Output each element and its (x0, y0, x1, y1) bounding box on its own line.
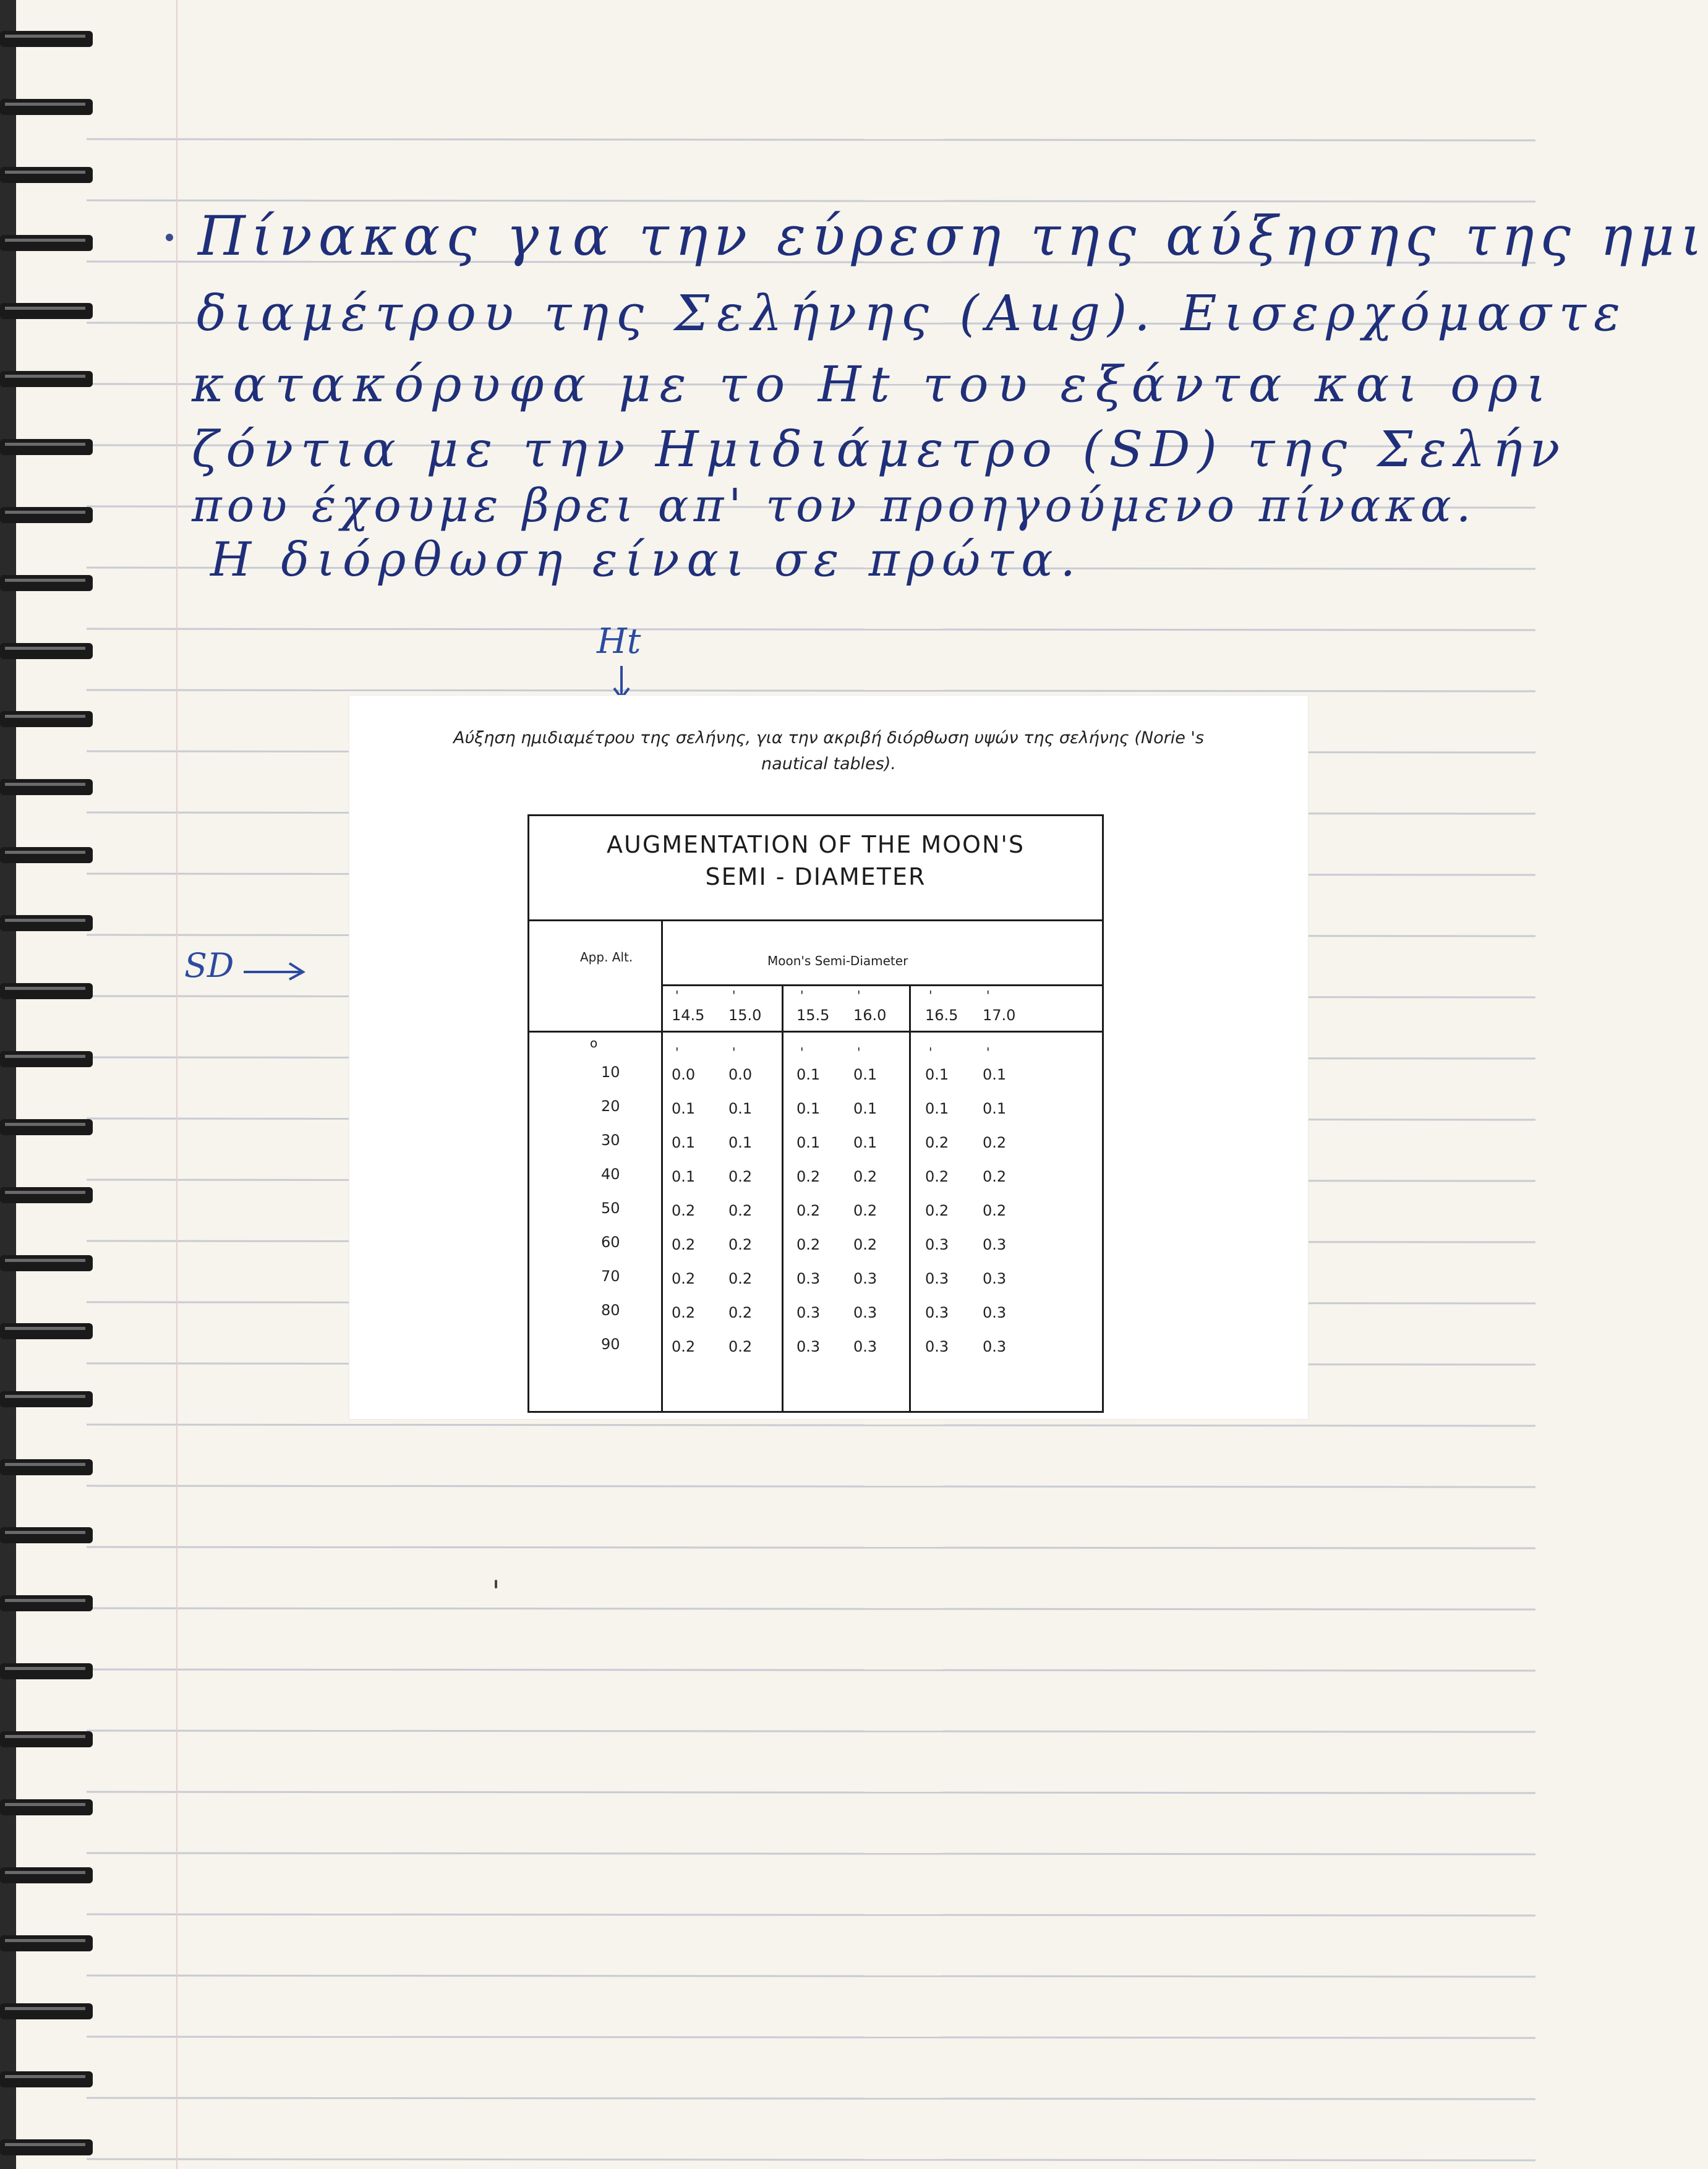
handwritten-line-4: ζόντια με την Ημιδιάμετρο (SD) της Σελήν (192, 420, 1568, 478)
spiral-ring (0, 1119, 93, 1135)
spiral-ring (0, 983, 93, 999)
spiral-ring (0, 371, 93, 387)
table-cell: 0.1 (796, 1100, 821, 1117)
column-group-header: Moon's Semi-Diameter (767, 953, 908, 968)
minute-mark: ' (732, 988, 736, 1003)
ruled-line (87, 2159, 1535, 2160)
row-altitude: 50 (601, 1200, 620, 1217)
table-cell: 0.2 (672, 1236, 696, 1253)
spiral-ring (0, 575, 93, 591)
ruled-line (87, 1792, 1535, 1793)
spiral-ring-highlight (5, 647, 85, 650)
spiral-ring (0, 439, 93, 455)
table-cell: 0.2 (728, 1270, 753, 1287)
spiral-ring-highlight (5, 1463, 85, 1466)
table-cell: 0.2 (983, 1168, 1007, 1185)
spiral-ring-highlight (5, 579, 85, 582)
spiral-ring (0, 1663, 93, 1679)
handwritten-line-6: Η διόρθωση είναι σε πρώτα. (210, 532, 1083, 587)
ht-annotation: Ht (597, 621, 641, 662)
row-altitude: 30 (601, 1131, 620, 1149)
table-cell: 0.1 (925, 1066, 949, 1083)
spiral-ring-highlight (5, 2143, 85, 2146)
table-cell: 0.3 (983, 1270, 1007, 1287)
table-cell: 0.2 (672, 1304, 696, 1321)
spiral-ring-highlight (5, 1259, 85, 1262)
column-header-15-5: 15.5 (796, 1007, 830, 1024)
ruled-line (87, 139, 1535, 140)
spiral-ring (0, 1867, 93, 1883)
spiral-ring-highlight (5, 1191, 85, 1194)
row-altitude: 70 (601, 1268, 620, 1285)
spiral-ring-highlight (5, 307, 85, 310)
row-altitude: 10 (601, 1063, 620, 1081)
handwritten-line-3: κατακόρυφα με το Ht του εξάντα και ορι (192, 356, 1555, 413)
ruled-line (87, 1669, 1535, 1671)
ruled-line (87, 1853, 1535, 1854)
column-header-16-5: 16.5 (925, 1007, 959, 1024)
table-cell: 0.1 (728, 1134, 753, 1151)
spiral-ring (0, 1799, 93, 1815)
table-cell: 0.3 (925, 1270, 949, 1287)
spiral-ring-highlight (5, 443, 85, 446)
table-cell: 0.2 (853, 1168, 877, 1185)
table-cell: 0.2 (983, 1202, 1007, 1219)
table-cell: 0.3 (983, 1304, 1007, 1321)
ruled-line (87, 629, 1535, 630)
caption-line-1: Αύξηση ημιδιαμέτρου της σελήνης, για την ακριβή διόρθωση υψών της σελήνης (Norie 's (453, 728, 1204, 748)
table-title-line-2: SEMI - DIAMETER (705, 863, 926, 890)
column-divider (909, 986, 911, 1411)
table-cell: 0.2 (796, 1202, 821, 1219)
spiral-ring-highlight (5, 1803, 85, 1806)
spiral-ring (0, 1731, 93, 1747)
header-divider (661, 984, 1102, 986)
spiral-ring-highlight (5, 2075, 85, 2078)
table-cell: 0.3 (796, 1304, 821, 1321)
minute-mark: ' (800, 988, 804, 1003)
spiral-ring-highlight (5, 1123, 85, 1126)
ruled-line (87, 1731, 1535, 1732)
table-cell: 0.2 (853, 1236, 877, 1253)
spiral-ring-highlight (5, 1531, 85, 1534)
spiral-ring-highlight (5, 987, 85, 990)
spiral-ring-highlight (5, 715, 85, 718)
handwritten-line-5: που έχουμε βρει απ' τον προηγούμενο πίνακα. (192, 479, 1476, 532)
minute-mark: ' (732, 1045, 736, 1060)
column-header-16-0: 16.0 (853, 1007, 887, 1024)
table-cell: 0.2 (796, 1236, 821, 1253)
spiral-ring-highlight (5, 851, 85, 854)
row-altitude: 90 (601, 1336, 620, 1353)
spiral-ring (0, 2139, 93, 2155)
table-cell: 0.3 (983, 1236, 1007, 1253)
table-cell: 0.1 (853, 1100, 877, 1117)
bullet-point (166, 234, 173, 241)
table-cell: 0.3 (925, 1338, 949, 1355)
stray-mark (495, 1580, 497, 1588)
ruled-line (87, 1486, 1535, 1487)
minute-mark: ' (929, 988, 933, 1003)
row-header-label: App. Alt. (580, 950, 633, 965)
table-cell: 0.2 (728, 1202, 753, 1219)
ruled-line (87, 1547, 1535, 1548)
spiral-ring (0, 643, 93, 659)
column-divider (661, 921, 663, 1411)
table-cell: 0.2 (925, 1202, 949, 1219)
table-cell: 0.1 (728, 1100, 753, 1117)
spiral-ring-highlight (5, 1735, 85, 1738)
ruled-line (87, 1975, 1535, 1977)
table-cell: 0.0 (728, 1066, 753, 1083)
ruled-line (87, 690, 1535, 691)
ruled-line (87, 1914, 1535, 1915)
augmentation-table (527, 814, 1104, 1413)
table-cell: 0.1 (796, 1134, 821, 1151)
minute-mark: ' (800, 1045, 804, 1060)
table-cell: 0.3 (796, 1338, 821, 1355)
table-cell: 0.2 (728, 1304, 753, 1321)
table-cell: 0.2 (983, 1134, 1007, 1151)
table-cell: 0.2 (728, 1338, 753, 1355)
clipping-caption (349, 725, 1308, 777)
spiral-ring (0, 915, 93, 931)
spiral-ring (0, 1323, 93, 1339)
spiral-ring-highlight (5, 1599, 85, 1602)
spiral-ring-highlight (5, 511, 85, 514)
right-arrow-icon (241, 958, 309, 983)
table-cell: 0.1 (983, 1066, 1007, 1083)
minute-mark: ' (857, 988, 861, 1003)
spiral-ring-highlight (5, 35, 85, 38)
spiral-ring (0, 2071, 93, 2087)
spiral-ring (0, 1527, 93, 1543)
column-header-17-0: 17.0 (983, 1007, 1016, 1024)
spiral-ring (0, 711, 93, 727)
spiral-ring-highlight (5, 171, 85, 174)
spiral-ring-highlight (5, 1667, 85, 1670)
spiral-ring (0, 1391, 93, 1407)
column-header-14-5: 14.5 (672, 1007, 705, 1024)
handwritten-line-2: διαμέτρου της Σελήνης (Aug). Εισερχόμαστε (197, 284, 1628, 342)
spiral-ring (0, 847, 93, 863)
spiral-ring (0, 1051, 93, 1067)
row-altitude: 80 (601, 1302, 620, 1319)
table-cell: 0.3 (796, 1270, 821, 1287)
table-cell: 0.1 (672, 1134, 696, 1151)
spiral-ring-highlight (5, 2007, 85, 2010)
spiral-ring (0, 1595, 93, 1611)
spiral-ring-highlight (5, 375, 85, 378)
table-cell: 0.2 (925, 1134, 949, 1151)
minute-mark: ' (675, 988, 679, 1003)
spiral-ring (0, 99, 93, 115)
minute-mark: ' (986, 988, 990, 1003)
spiral-ring-highlight (5, 1939, 85, 1942)
ruled-line (87, 2037, 1535, 2038)
table-cell: 0.2 (672, 1270, 696, 1287)
table-cell: 0.2 (672, 1202, 696, 1219)
spiral-ring (0, 1187, 93, 1203)
ruled-line (87, 200, 1535, 202)
spiral-ring (0, 779, 93, 795)
table-cell: 0.1 (796, 1066, 821, 1083)
table-cell: 0.2 (728, 1236, 753, 1253)
table-cell: 0.3 (925, 1304, 949, 1321)
row-altitude: 60 (601, 1234, 620, 1251)
minute-mark: ' (857, 1045, 861, 1060)
column-header-15-0: 15.0 (728, 1007, 762, 1024)
table-cell: 0.1 (672, 1100, 696, 1117)
spiral-ring (0, 2003, 93, 2019)
spiral-ring (0, 167, 93, 183)
minute-mark: ' (929, 1045, 933, 1060)
spiral-ring-highlight (5, 1871, 85, 1874)
table-cell: 0.2 (853, 1202, 877, 1219)
caption-line-2: nautical tables). (761, 754, 896, 773)
spiral-ring (0, 507, 93, 523)
ruled-line (87, 1425, 1535, 1426)
degree-symbol: o (590, 1036, 598, 1050)
table-cell: 0.3 (925, 1236, 949, 1253)
column-divider (782, 986, 784, 1411)
spiral-ring-highlight (5, 1327, 85, 1330)
pasted-clipping (349, 696, 1308, 1419)
spiral-ring-highlight (5, 239, 85, 242)
spiral-ring (0, 1459, 93, 1475)
table-title-line-1: AUGMENTATION OF THE MOON'S (607, 831, 1025, 858)
spiral-ring-highlight (5, 1055, 85, 1058)
sd-annotation: SD (184, 946, 234, 985)
ruled-line (87, 1608, 1535, 1609)
spiral-ring (0, 303, 93, 319)
spiral-ring-highlight (5, 783, 85, 786)
spiral-ring (0, 1255, 93, 1271)
table-cell: 0.1 (853, 1134, 877, 1151)
table-cell: 0.2 (672, 1338, 696, 1355)
spiral-ring (0, 1935, 93, 1951)
header-divider (529, 1031, 1102, 1033)
ruled-line (87, 2098, 1535, 2099)
table-cell: 0.2 (925, 1168, 949, 1185)
spiral-ring-highlight (5, 919, 85, 922)
table-cell: 0.0 (672, 1066, 696, 1083)
table-cell: 0.3 (983, 1338, 1007, 1355)
spiral-ring (0, 31, 93, 47)
table-cell: 0.3 (853, 1304, 877, 1321)
minute-mark: ' (675, 1045, 679, 1060)
table-cell: 0.3 (853, 1270, 877, 1287)
table-cell: 0.1 (925, 1100, 949, 1117)
row-altitude: 40 (601, 1165, 620, 1183)
table-cell: 0.3 (853, 1338, 877, 1355)
spiral-ring-highlight (5, 103, 85, 106)
table-cell: 0.1 (672, 1168, 696, 1185)
handwritten-line-1: Πίνακας για την εύρεση της αύξησης της ημι (198, 204, 1708, 268)
minute-mark: ' (986, 1045, 990, 1060)
spiral-binding (0, 0, 124, 2169)
table-cell: 0.1 (983, 1100, 1007, 1117)
table-cell: 0.1 (853, 1066, 877, 1083)
row-altitude: 20 (601, 1097, 620, 1115)
table-cell: 0.2 (796, 1168, 821, 1185)
table-cell: 0.2 (728, 1168, 753, 1185)
spiral-ring-highlight (5, 1395, 85, 1398)
table-title (529, 816, 1102, 921)
spiral-ring (0, 235, 93, 251)
